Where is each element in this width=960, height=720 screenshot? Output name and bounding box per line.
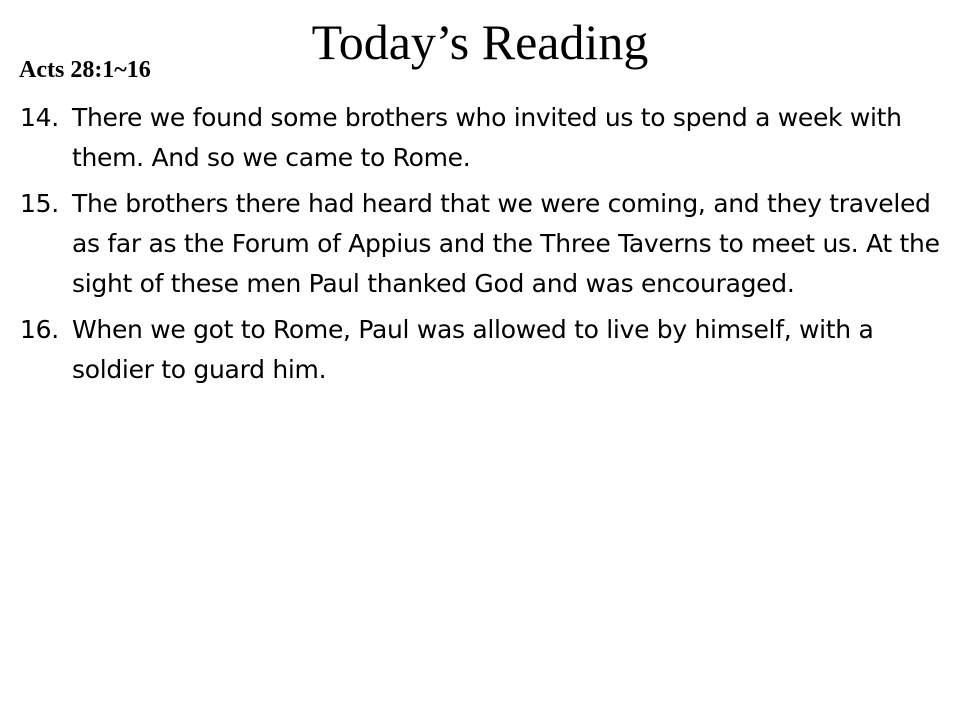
verse-text: When we got to Rome, Paul was allowed to live by himself, with a soldier to guard him. xyxy=(72,315,874,384)
verse-number: 16. xyxy=(20,315,59,344)
scripture-reference: Acts 28:1~16 xyxy=(19,57,151,83)
verse-number: 15. xyxy=(20,189,59,218)
verse-text: There we found some brothers who invited us to spend a week with them. And so we came to Rome. xyxy=(72,103,902,172)
verse-list xyxy=(20,98,950,396)
verse-number: 14. xyxy=(20,103,59,132)
verse-14 xyxy=(20,98,950,178)
verse-16 xyxy=(20,310,950,390)
verse-15 xyxy=(20,184,950,304)
slide-title: Today’s Reading xyxy=(311,14,649,70)
verse-text: The brothers there had heard that we were coming, and they traveled as far as the Forum of Appius and the Three Taverns to meet us. At the sight of these men Paul thanked God and was encouraged. xyxy=(72,189,940,298)
